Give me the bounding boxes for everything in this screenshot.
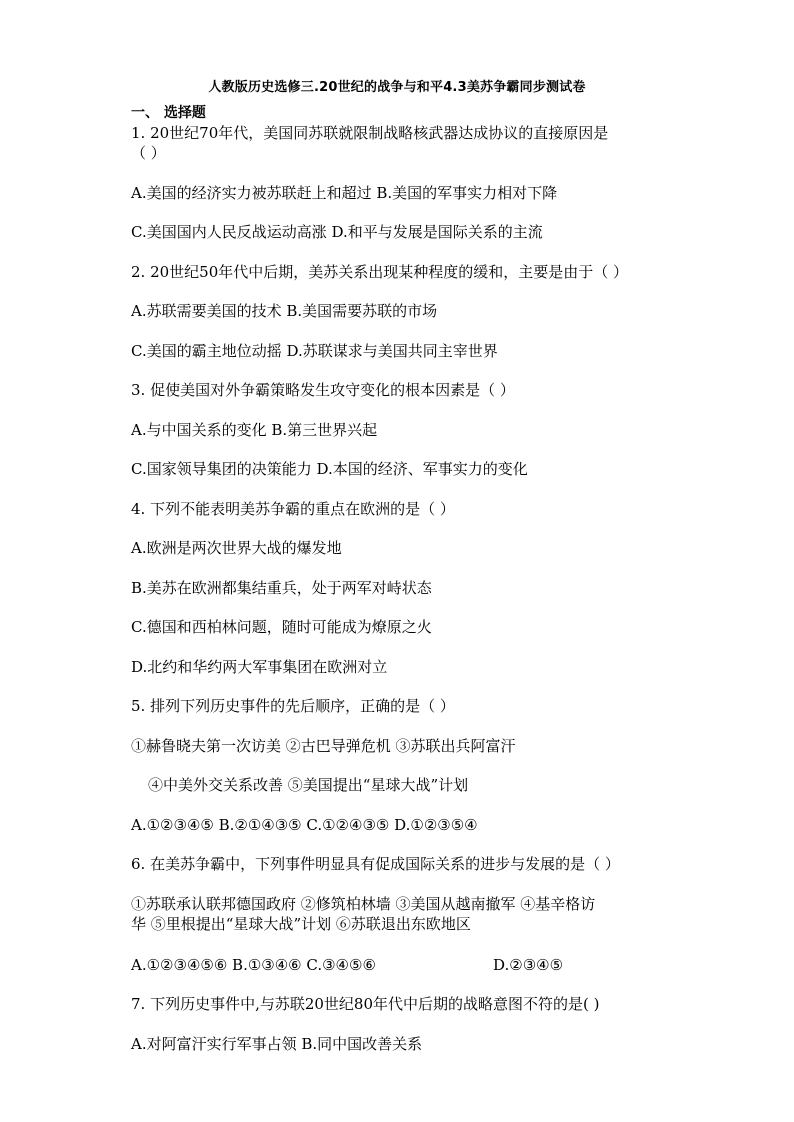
question-3-stem: 3. 促使美国对外争霸策略发生攻守变化的根本因素是（ ）	[131, 381, 515, 399]
question-2-options-ab: A.苏联需要美国的技术 B.美国需要苏联的市场	[131, 302, 438, 320]
question-7-options-ab: A.对阿富汗实行军事占领 B.同中国改善关系	[131, 1035, 423, 1053]
question-3-options-cd: C.国家领导集团的决策能力 D.本国的经济、军事实力的变化	[131, 460, 528, 478]
question-2-options-cd: C.美国的霸主地位动摇 D.苏联谋求与美国共同主宰世界	[131, 342, 498, 360]
question-6-items-line-1: ①苏联承认联邦德国政府 ②修筑柏林墙 ③美国从越南撤军 ④基辛格访	[131, 895, 596, 913]
question-7-stem: 7. 下列历史事件中,与苏联20世纪80年代中后期的战略意图不符的是( )	[131, 995, 600, 1013]
question-1-stem: 1. 20世纪70年代，美国同苏联就限制战略核武器达成协议的直接原因是	[131, 124, 609, 142]
question-6-stem: 6. 在美苏争霸中，下列事件明显具有促成国际关系的进步与发展的是（ ）	[131, 855, 620, 873]
question-6-option-d: D.②③④⑤	[493, 956, 564, 974]
document-title: 人教版历史选修三.20世纪的战争与和平4.3美苏争霸同步测试卷	[208, 80, 586, 95]
question-5-items-line-2: ④中美外交关系改善 ⑤美国提出“星球大战”计划	[148, 776, 469, 794]
question-6-items-line-2: 华 ⑤里根提出“星球大战”计划 ⑥苏联退出东欧地区	[131, 915, 471, 933]
question-4-option-b: B.美苏在欧洲都集结重兵，处于两军对峙状态	[131, 579, 432, 597]
question-5-stem: 5. 排列下列历史事件的先后顺序，正确的是（ ）	[131, 697, 455, 715]
question-5-items-line-1: ①赫鲁晓夫第一次访美 ②古巴导弹危机 ③苏联出兵阿富汗	[131, 737, 516, 755]
question-1-bracket: （ ）	[131, 144, 166, 162]
question-3-options-ab: A.与中国关系的变化 B.第三世界兴起	[131, 421, 378, 439]
section-heading: 一、 选择题	[131, 105, 206, 121]
question-4-option-a: A.欧洲是两次世界大战的爆发地	[131, 539, 342, 557]
question-4-option-c: C.德国和西柏林问题，随时可能成为燎原之火	[131, 618, 432, 636]
question-2-stem: 2. 20世纪50年代中后期，美苏关系出现某种程度的缓和，主要是由于（ ）	[131, 263, 629, 281]
question-1-options-ab: A.美国的经济实力被苏联赶上和超过 B.美国的军事实力相对下降	[131, 184, 558, 202]
question-4-option-d: D.北约和华约两大军事集团在欧洲对立	[131, 658, 388, 676]
question-4-stem: 4. 下列不能表明美苏争霸的重点在欧洲的是（ ）	[131, 500, 455, 518]
question-1-options-cd: C.美国国内人民反战运动高涨 D.和平与发展是国际关系的主流	[131, 223, 543, 241]
question-5-options: A.①②③④⑤ B.②①④③⑤ C.①②④③⑤ D.①②③⑤④	[131, 816, 478, 834]
question-6-options-abc: A.①②③④⑤⑥ B.①③④⑥ C.③④⑤⑥	[131, 956, 376, 974]
